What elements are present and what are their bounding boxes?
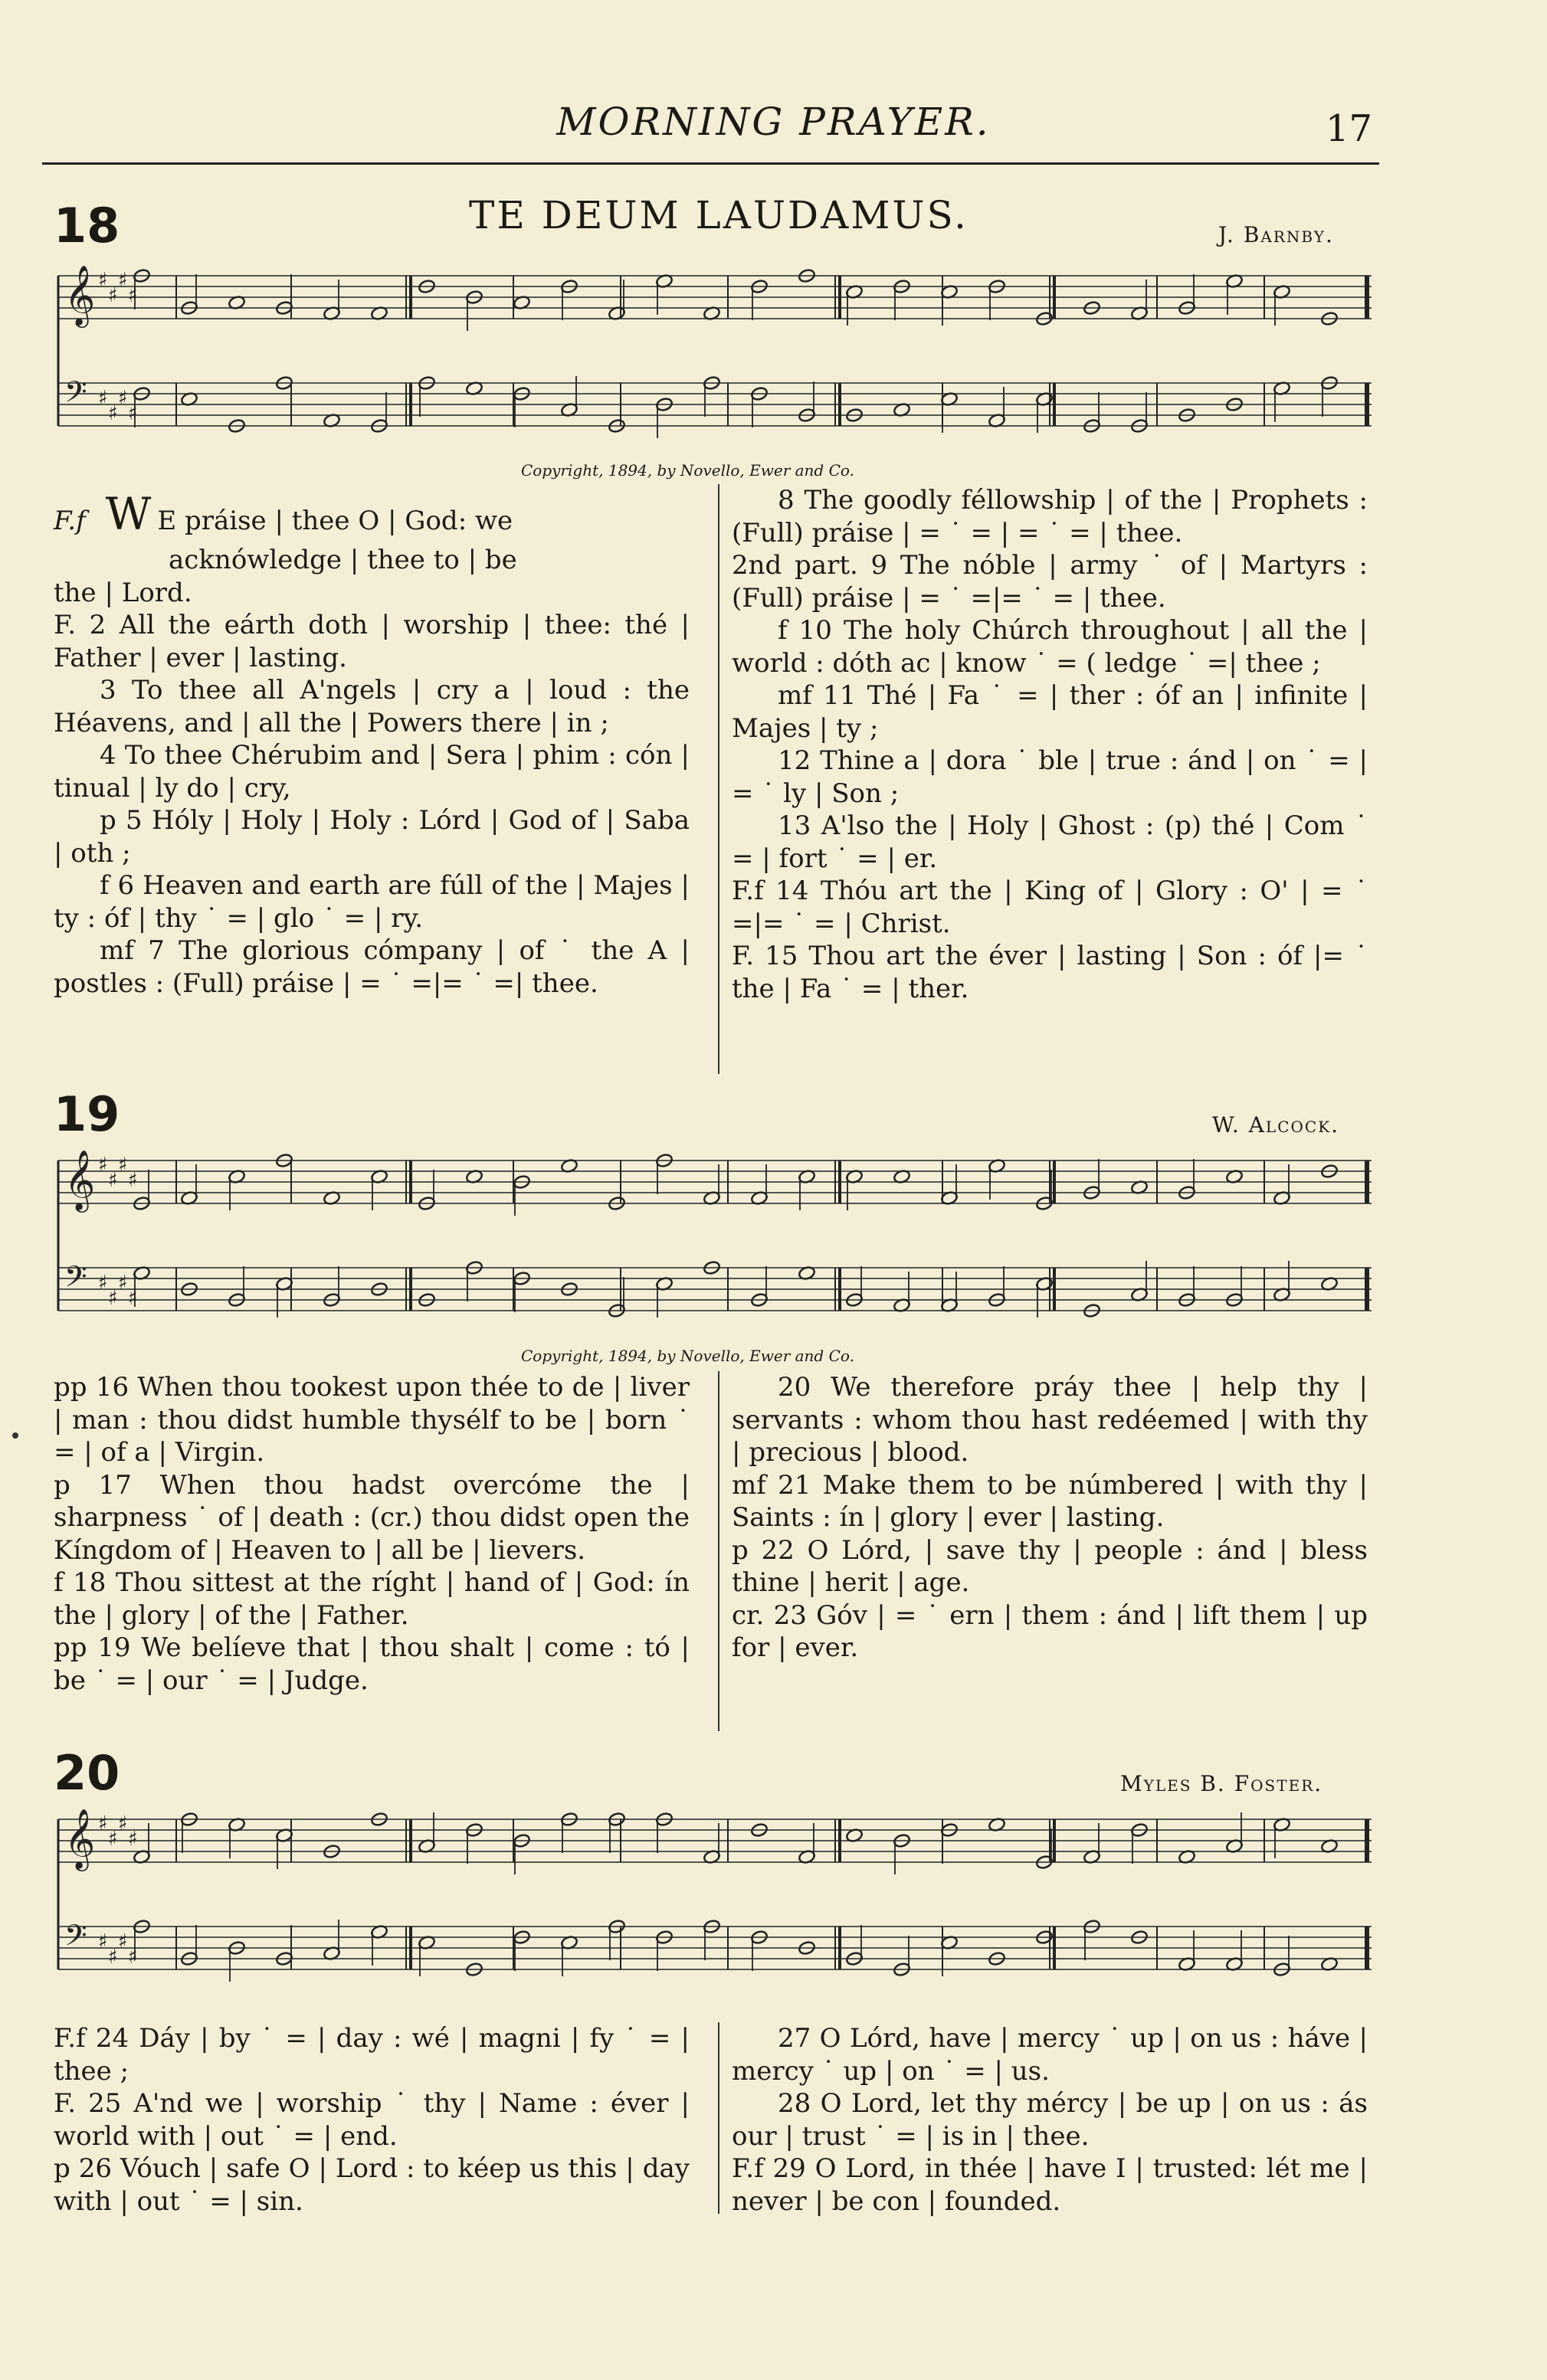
verse: F. 25 A'nd we | worship ˙ thy | Name : éver | world with | out ˙ = | end.	[54, 2088, 690, 2152]
sharp-icon: ♯	[118, 1272, 128, 1295]
verse: f 10 The holy Chúrch throughout | all the | world : dóth ac | know ˙ = ( ledge ˙ =| thee ;	[732, 615, 1368, 679]
music-score	[54, 1141, 1379, 1341]
verse: 27 O Lórd, have | mercy ˙ up | on us : háve | mercy ˙ up | on ˙ = | us.	[732, 2023, 1368, 2087]
sharp-icon: ♯	[108, 1828, 118, 1851]
header-rule	[42, 162, 1379, 165]
verse: 8 The goodly féllowship | of the | Prophets : (Full) práise | = ˙ = | = ˙ = | thee.	[732, 485, 1368, 548]
verse: f 6 Heaven and earth are fúll of the | Majes | ty : óf | thy ˙ = | glo ˙ = | ry.	[54, 870, 690, 934]
verse-line: the | Lord.	[54, 577, 192, 608]
copyright-notice: Copyright, 1894, by Novello, Ewer and Co.	[521, 461, 854, 480]
sharp-icon: ♯	[118, 1154, 128, 1177]
verse: 20 We therefore práy thee | help thy | servants : whom thou hast redéemed | with thy | precious | blood.	[732, 1372, 1368, 1468]
verse: F. 15 Thou art the éver | lasting | Son : óf |= ˙ the | Fa ˙ = | ther.	[732, 941, 1368, 1004]
sharp-icon: ♯	[108, 1946, 118, 1969]
text-column-left	[54, 1371, 690, 1697]
text-column-left	[54, 2022, 690, 2218]
verse: 13 A'lso the | Holy | Ghost : (p) thé | Com ˙ = | fort ˙ = | er.	[732, 810, 1368, 874]
verse: mf 7 The glorious cómpany | of ˙ the A | postles : (Full) práise | = ˙ =|= ˙ =| thee.	[54, 935, 690, 999]
sharp-icon: ♯	[118, 1930, 128, 1953]
sharp-icon: ♯	[128, 1828, 138, 1851]
verse: 4 To thee Chérubim and | Sera | phim : cón | tinual | ly do | cry,	[54, 740, 690, 804]
hymn-number: 18	[54, 198, 120, 254]
page-speck	[12, 1432, 18, 1439]
sharp-icon: ♯	[118, 387, 128, 410]
verse: 2nd part. 9 The nóble | army ˙ of | Martyrs : (Full) práise | = ˙ =|= ˙ = | thee.	[732, 550, 1368, 614]
sharp-icon: ♯	[98, 269, 108, 292]
sharp-icon: ♯	[98, 1930, 108, 1953]
bass-clef-icon: 𝄢	[64, 1918, 87, 1959]
verse: F.f 24 Dáy | by ˙ = | day : wé | magni | fy ˙ = | thee ;	[54, 2023, 690, 2087]
sharp-icon: ♯	[108, 284, 118, 307]
verse: 3 To thee all A'ngels | cry a | loud : the Héavens, and | all the | Powers there | in ;	[54, 675, 690, 738]
hymn-number: 19	[54, 1086, 120, 1142]
text-column-right	[732, 484, 1368, 1005]
sharp-icon: ♯	[98, 1154, 108, 1177]
verse: mf 21 Make them to be númbered | with thy | Saints : ín | glory | ever | lasting.	[732, 1469, 1368, 1533]
sharp-icon: ♯	[118, 1812, 128, 1835]
text-column-left	[54, 484, 690, 1000]
sharp-icon: ♯	[128, 402, 138, 425]
verse: p 17 When thou hadst overcóme the | sharpness ˙ of | death : (cr.) thou didst open the Kíngdom of | Heaven to | all be | lievers.	[54, 1469, 690, 1566]
verse: F. 2 All the eárth doth | worship | thee: thé | Father | ever | lasting.	[54, 610, 690, 673]
verse: p 5 Hóly | Holy | Holy : Lórd | God of | Saba | oth ;	[54, 805, 690, 869]
verse: p 26 Vóuch | safe O | Lord : to kéep us this | day with | out ˙ = | sin.	[54, 2153, 690, 2217]
verse: F.f 14 Thóu art the | King of | Glory : O' | = ˙ =|= ˙ = | Christ.	[732, 876, 1368, 939]
treble-clef-icon: 𝄞	[64, 265, 96, 326]
treble-clef-icon: 𝄞	[64, 1150, 96, 1210]
verse: p 22 O Lórd, | save thy | people : ánd | bless thine | herit | age.	[732, 1534, 1368, 1598]
verse: pp 19 We belíeve that | thou shalt | come : tó | be ˙ = | our ˙ = | Judge.	[54, 1632, 690, 1696]
composer: Myles B. Foster.	[1120, 1771, 1323, 1796]
sharp-icon: ♯	[98, 1272, 108, 1295]
column-rule	[718, 484, 719, 1074]
verse: f 18 Thou sittest at the ríght | hand of | God: ín the | glory | of the | Father.	[54, 1567, 690, 1631]
composer: W. Alcock.	[1212, 1112, 1340, 1138]
text-column-right	[732, 1371, 1368, 1665]
bass-clef-icon: 𝄢	[64, 1259, 87, 1301]
drop-cap: W	[105, 488, 152, 540]
music-score	[54, 1800, 1379, 1999]
sharp-icon: ♯	[108, 402, 118, 425]
composer: J. Barnby.	[1218, 222, 1334, 247]
running-title: MORNING PRAYER.	[556, 100, 991, 144]
sharp-icon: ♯	[108, 1169, 118, 1192]
copyright-notice: Copyright, 1894, by Novello, Ewer and Co.	[521, 1347, 854, 1365]
verse: 28 O Lord, let thy mércy | be up | on us : ás our | trust ˙ = | is in | thee.	[732, 2088, 1368, 2152]
bass-clef-icon: 𝄢	[64, 375, 87, 416]
hymn-number: 20	[54, 1745, 120, 1801]
sharp-icon: ♯	[128, 1169, 138, 1192]
column-rule	[718, 2022, 719, 2214]
sharp-icon: ♯	[118, 269, 128, 292]
treble-clef-icon: 𝄞	[64, 1809, 96, 1869]
sharp-icon: ♯	[128, 1287, 138, 1310]
music-score	[54, 257, 1379, 456]
hymn-title: TE DEUM LAUDAMUS.	[469, 193, 969, 237]
page-number: 17	[1326, 107, 1373, 150]
verse-line: acknówledge | thee to | be	[169, 545, 517, 575]
verse: F.f 29 O Lord, in thée | have I | trusted: lét me | never | be con | founded.	[732, 2153, 1368, 2217]
column-rule	[718, 1371, 719, 1731]
verse: mf 11 Thé | Fa ˙ = | ther : óf an | infinite | Majes | ty ;	[732, 680, 1368, 744]
verse-line: E práise | thee O | God: we	[157, 506, 513, 536]
sharp-icon: ♯	[108, 1287, 118, 1310]
verse: 12 Thine a | dora ˙ ble | true : ánd | on ˙ = | = ˙ ly | Son ;	[732, 745, 1368, 809]
text-column-right	[732, 2022, 1368, 2218]
dynamic-mark: F.f	[54, 506, 86, 536]
sharp-icon: ♯	[128, 1946, 138, 1969]
verse: cr. 23 Góv | = ˙ ern | them : ánd | lift them | up for | ever.	[732, 1599, 1368, 1663]
verse: pp 16 When thou tookest upon thée to de | liver | man : thou didst humble thysélf to be | born ˙ = | of a | Virgin.	[54, 1372, 690, 1468]
sharp-icon: ♯	[98, 387, 108, 410]
sharp-icon: ♯	[98, 1812, 108, 1835]
sharp-icon: ♯	[128, 284, 138, 307]
